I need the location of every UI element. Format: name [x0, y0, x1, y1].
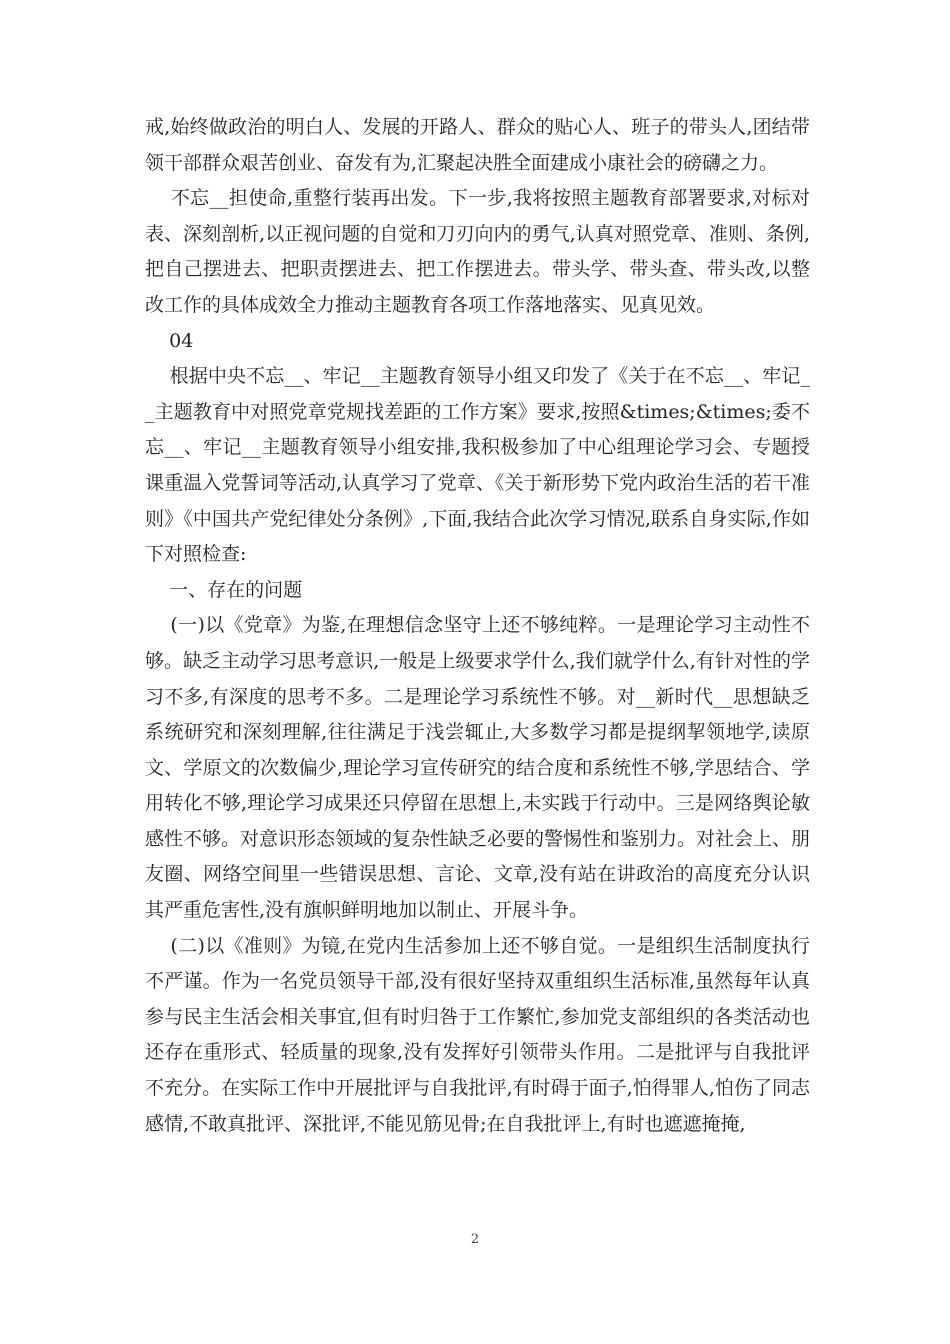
- page-body: [145, 110, 810, 1142]
- section-heading-problems: 一、存在的问题: [145, 578, 303, 601]
- section-number: 04: [145, 329, 194, 352]
- paragraph-intro: 根据中央不忘__、牢记__主题教育领导小组又印发了《关于在不忘__、牢记__主题教育中对照党章党规找差距的工作方案》要求,按照&times;&times;委不忘__、牢记__主题教育领导小组安排,我积极参加了中心组理论学习会、专题授课重温入党誓词等活动,认真学习了党章、《关于新形势下党内政治生活的若干准则》《中国共产党纪律处分条例》,下面,我结合此次学习情况,联系自身实际,作如下对照检查:: [145, 365, 810, 566]
- page-number: 2: [470, 1232, 480, 1247]
- paragraph-problem-two: (二)以《准则》为镜,在党内生活参加上还不够自觉。一是组织生活制度执行不严谨。作为一名党员领导干部,没有很好坚持双重组织生活标准,虽然每年认真参与民主生活会相关事宜,但有时归咎于工作繁忙,参加党支部组织的各类活动也还存在重形式、轻质量的现象,没有发挥好引领带头作用。二是批评与自我批评不充分。在实际工作中开展批评与自我批评,有时碍于面子,怕得罪人,怕伤了同志感情,不敢真批评、深批评,不能见筋见骨;在自我批评上,有时也遮遮掩掩,: [145, 934, 810, 1135]
- paragraph-continuation: 戒,始终做政治的明白人、发展的开路人、群众的贴心人、班子的带头人,团结带领干部群众艰苦创业、奋发有为,汇聚起决胜全面建成小康社会的磅礴之力。: [145, 116, 810, 174]
- paragraph-problem-one: (一)以《党章》为鉴,在理想信念坚守上还不够纯粹。一是理论学习主动性不够。缺乏主动学习思考意识,一般是上级要求学什么,我们就学什么,有针对性的学习不多,有深度的思考不多。二是理论学习系统性不够。对__新时代__思想缺乏系统研究和深刻理解,往往满足于浅尝辄止,大多数学习都是提纲挈领地学,读原文、学原文的次数偏少,理论学习宣传研究的结合度和系统性不够,学思结合、学用转化不够,理论学习成果还只停留在思想上,未实践于行动中。三是网络舆论敏感性不够。对意识形态领域的复杂性缺乏必要的警惕性和鉴别力。对社会上、朋友圈、网络空间里一些错误思想、言论、文章,没有站在讲政治的高度充分认识其严重危害性,没有旗帜鲜明地加以制止、开展斗争。: [145, 614, 811, 922]
- paragraph-next-steps: 不忘__担使命,重整行装再出发。下一步,我将按照主题教育部署要求,对标对表、深刻剖析,以正视问题的自觉和刀刃向内的勇气,认真对照党章、准则、条例,把自己摆进去、把职责摆进去、把工作摆进去。带头学、带头查、带头改,以整改工作的具体成效全力推动主题教育各项工作落地落实、见真见效。: [145, 187, 810, 316]
